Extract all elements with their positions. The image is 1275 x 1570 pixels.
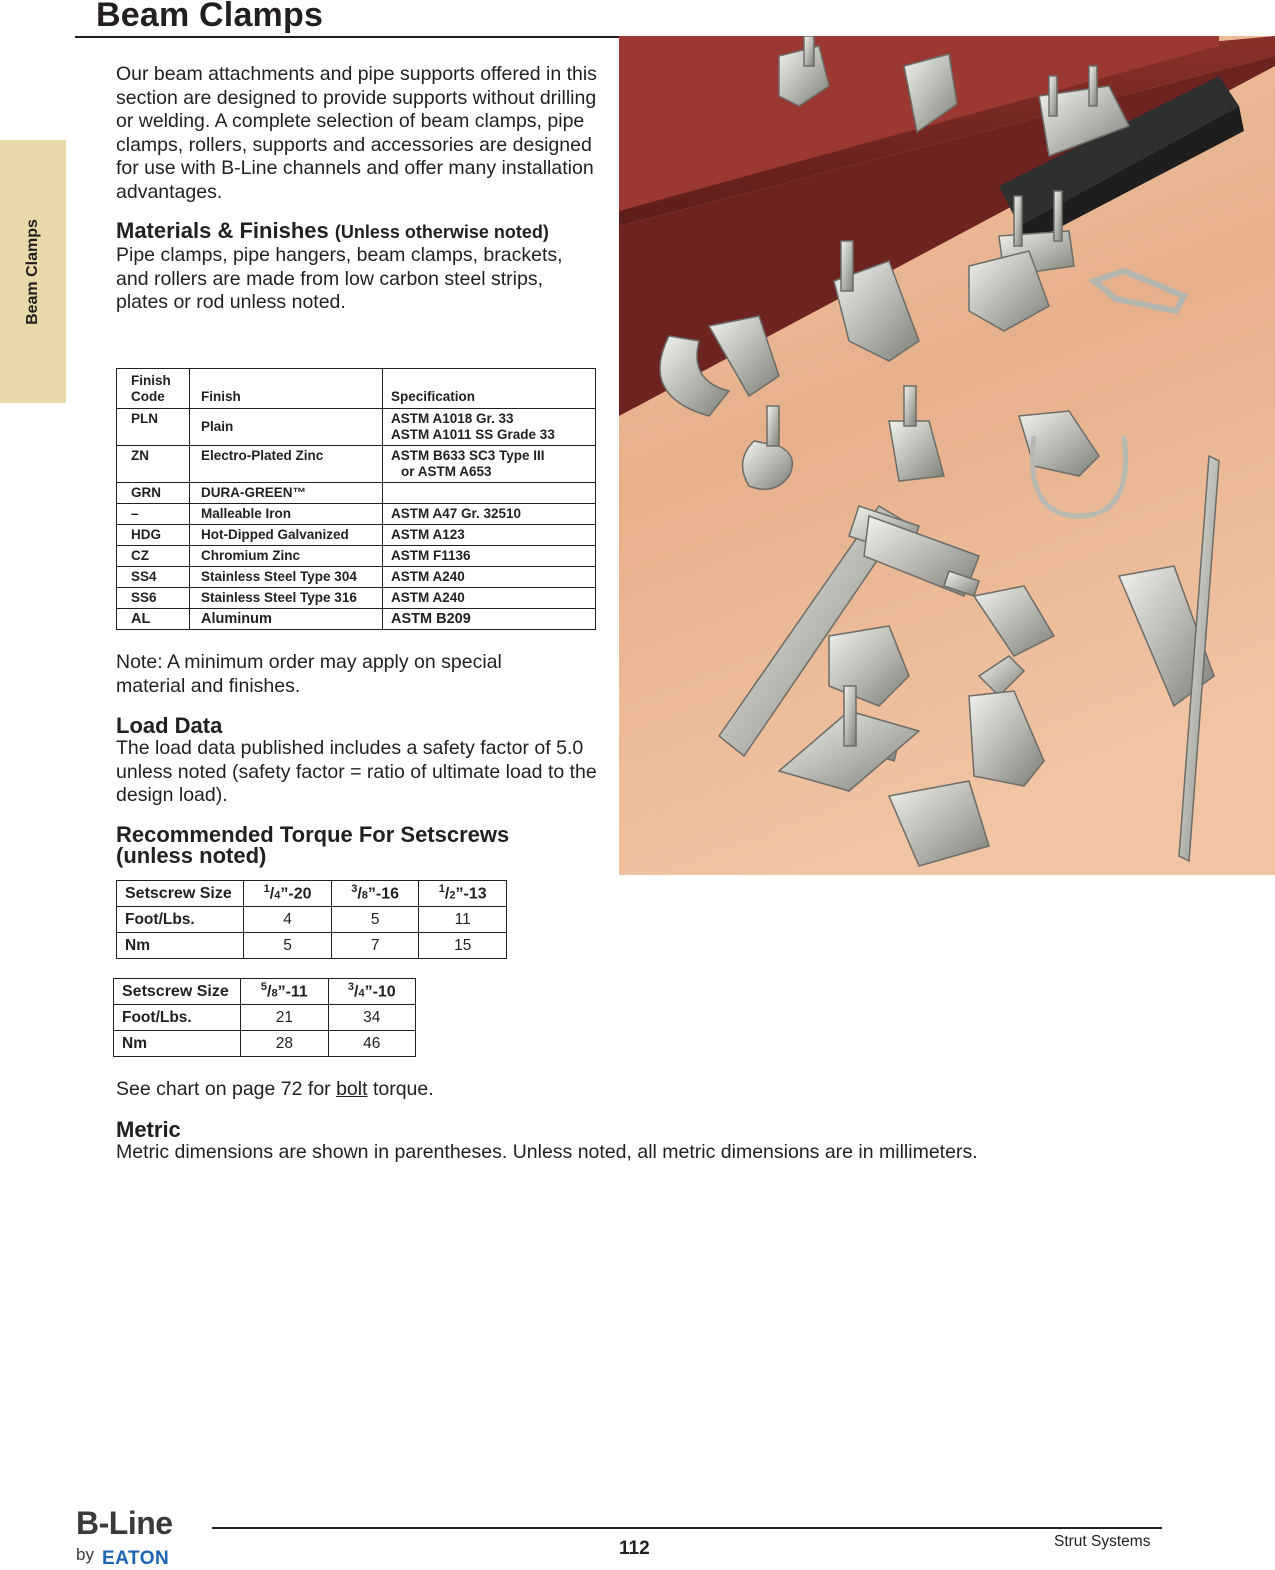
- finish-name: DURA-GREEN™: [190, 483, 383, 504]
- beam-clamps-photo-drawing: [619, 36, 1275, 875]
- finish-name: Aluminum: [190, 609, 383, 630]
- fraction-numerator: 1: [438, 883, 445, 896]
- nm-label: Nm: [117, 933, 244, 959]
- thread-spec: ”-10: [364, 983, 396, 1001]
- torque-heading: [116, 824, 598, 866]
- table-row: [114, 1005, 416, 1031]
- table-row: [117, 933, 507, 959]
- materials-paragraph: Pipe clamps, pipe hangers, beam clamps, brackets, and rollers are made from low carbon steel strips, plates or rod unless noted.: [116, 244, 563, 313]
- bline-logo: B-Line: [76, 1505, 173, 1541]
- torque-heading-line2: (unless noted): [116, 843, 267, 868]
- finish-spec: ASTM A240: [383, 588, 596, 609]
- table-row: [117, 907, 507, 933]
- metric-section: [116, 1118, 1116, 1165]
- load-data-section: [116, 714, 598, 808]
- page-title: Beam Clamps: [96, 0, 324, 34]
- thread-spec: ”-20: [280, 885, 312, 903]
- see-chart-paragraph: [116, 1078, 816, 1102]
- thread-spec: ”-16: [367, 885, 400, 903]
- finish-spec: ASTM A47 Gr. 32510: [383, 504, 596, 525]
- setscrew-size-label: Setscrew Size: [114, 979, 241, 1005]
- finish-code-header-line2: Code: [131, 389, 165, 404]
- finish-name: Plain: [190, 409, 383, 446]
- table-row: [117, 525, 596, 546]
- fraction-numerator: 1: [263, 883, 270, 896]
- finish-code: CZ: [117, 546, 190, 567]
- setscrew-size: $^3$/4”-10: [328, 979, 415, 1005]
- finish-spec: ASTM F1136: [383, 546, 596, 567]
- finish-spec: [383, 483, 596, 504]
- load-data-paragraph: The load data published includes a safety factor of 5.0 unless noted (safety factor = ratio of ultimate load to the design load).: [116, 737, 597, 806]
- thread-spec: ”-11: [277, 983, 308, 1001]
- finish-spec: ASTM A240: [383, 567, 596, 588]
- metric-paragraph: Metric dimensions are shown in parentheses. Unless noted, all metric dimensions are in millimeters.: [116, 1141, 978, 1163]
- table-row: [117, 609, 596, 630]
- fraction-numerator: 3: [351, 883, 358, 896]
- logo-by-text: by: [76, 1545, 94, 1564]
- finish-spec: [383, 446, 596, 483]
- finish-code: PLN: [117, 409, 190, 446]
- finish-code-header-line1: Finish: [131, 373, 171, 388]
- finish-spec: [383, 409, 596, 446]
- finish-spec: ASTM A123: [383, 525, 596, 546]
- thread-spec: ”-13: [455, 885, 487, 903]
- side-tab-label: Beam Clamps: [24, 219, 41, 325]
- fraction-numerator: 3: [347, 981, 354, 994]
- table-row: [117, 446, 596, 483]
- finish-name: Stainless Steel Type 316: [190, 588, 383, 609]
- finish-code: HDG: [117, 525, 190, 546]
- foot-lbs-label: Foot/Lbs.: [114, 1005, 241, 1031]
- finish-code: SS4: [117, 567, 190, 588]
- torque-table-1: [116, 880, 507, 959]
- table-row: [117, 409, 596, 446]
- finish-name: Stainless Steel Type 304: [190, 567, 383, 588]
- fraction-denominator: 8: [271, 987, 278, 1000]
- finish-name: Electro-Plated Zinc: [190, 446, 383, 483]
- footer-rule: [212, 1527, 1162, 1529]
- intro-paragraph: Our beam attachments and pipe supports offered in this section are designed to provide supports without drilling or welding. A complete selection of beam clamps, pipe clamps, rollers, supports and accessories are designed for use with B-Line channels and offer many installation advantages.: [116, 63, 597, 203]
- finish-code: SS6: [117, 588, 190, 609]
- torque-value: 15: [419, 933, 507, 959]
- finish-table-header: [117, 369, 596, 409]
- torque-section: [116, 824, 598, 866]
- see-chart-section: [116, 1078, 816, 1102]
- finish-spec-line: or ASTM A653: [401, 464, 492, 479]
- materials-heading: [116, 219, 586, 244]
- torque-value: 4: [244, 907, 332, 933]
- finish-header: Finish: [190, 369, 383, 409]
- torque-value: 5: [331, 907, 419, 933]
- torque-table-2: [113, 978, 416, 1057]
- fraction-numerator: 5: [260, 981, 267, 994]
- finish-spec-line: ASTM A1011 SS Grade 33: [391, 427, 555, 442]
- setscrew-size-label: Setscrew Size: [117, 881, 244, 907]
- finish-name: Malleable Iron: [190, 504, 383, 525]
- torque-value: 5: [244, 933, 332, 959]
- torque-value: 11: [419, 907, 507, 933]
- table-row: [117, 567, 596, 588]
- fraction-denominator: 8: [361, 889, 368, 902]
- nm-label: Nm: [114, 1031, 241, 1057]
- page-number: 112: [619, 1538, 650, 1559]
- finish-name: Chromium Zinc: [190, 546, 383, 567]
- torque-value: 28: [241, 1031, 328, 1057]
- load-data-heading: Load Data: [116, 713, 223, 738]
- finish-code: AL: [117, 609, 190, 630]
- torque-value: 34: [328, 1005, 415, 1031]
- fraction-denominator: 2: [449, 889, 456, 902]
- foot-lbs-label: Foot/Lbs.: [117, 907, 244, 933]
- finish-name: Hot-Dipped Galvanized: [190, 525, 383, 546]
- finish-table: [116, 368, 596, 630]
- fraction-denominator: 4: [274, 889, 281, 902]
- torque-heading-line1: Recommended Torque For Setscrews: [116, 822, 510, 847]
- fraction-denominator: 4: [358, 987, 365, 1000]
- torque-value: 7: [331, 933, 419, 959]
- torque-value: 21: [241, 1005, 328, 1031]
- spec-header: Specification: [383, 369, 596, 409]
- setscrew-size: $^1$/4”-20: [244, 881, 332, 907]
- setscrew-size: $^5$/8”-11: [241, 979, 328, 1005]
- table-row: [117, 504, 596, 525]
- finish-spec-line: ASTM B633 SC3 Type III: [391, 448, 545, 463]
- finish-code: GRN: [117, 483, 190, 504]
- materials-heading-text: Materials & Finishes: [116, 218, 329, 243]
- beam-clamps-photo: [619, 36, 1275, 875]
- finish-code: –: [117, 504, 190, 525]
- table-row: [114, 1031, 416, 1057]
- table-row: [117, 546, 596, 567]
- table-row: [117, 483, 596, 504]
- setscrew-size: $^1$/2”-13: [419, 881, 507, 907]
- finish-spec: ASTM B209: [383, 609, 596, 630]
- intro-section: [116, 63, 598, 204]
- note-paragraph: Note: A minimum order may apply on special material and finishes.: [116, 651, 502, 697]
- materials-section: [116, 219, 586, 315]
- see-chart-text-after: torque.: [367, 1078, 434, 1100]
- note-section: [116, 651, 598, 698]
- setscrew-size: $^3$/8”-16: [331, 881, 419, 907]
- finish-code: ZN: [117, 446, 190, 483]
- materials-heading-note: (Unless otherwise noted): [334, 222, 549, 242]
- torque-value: 46: [328, 1031, 415, 1057]
- bolt-link[interactable]: bolt: [336, 1078, 368, 1100]
- finish-spec-line: ASTM A1018 Gr. 33: [391, 411, 514, 426]
- metric-heading: Metric: [116, 1117, 181, 1142]
- see-chart-text-before: See chart on page 72 for: [116, 1078, 337, 1100]
- footer-section-name: Strut Systems: [1054, 1533, 1151, 1550]
- eaton-logo: EATON: [102, 1548, 170, 1569]
- table-row: [117, 588, 596, 609]
- finish-code-header: [117, 369, 190, 409]
- table-row: [117, 881, 507, 907]
- table-row: [114, 979, 416, 1005]
